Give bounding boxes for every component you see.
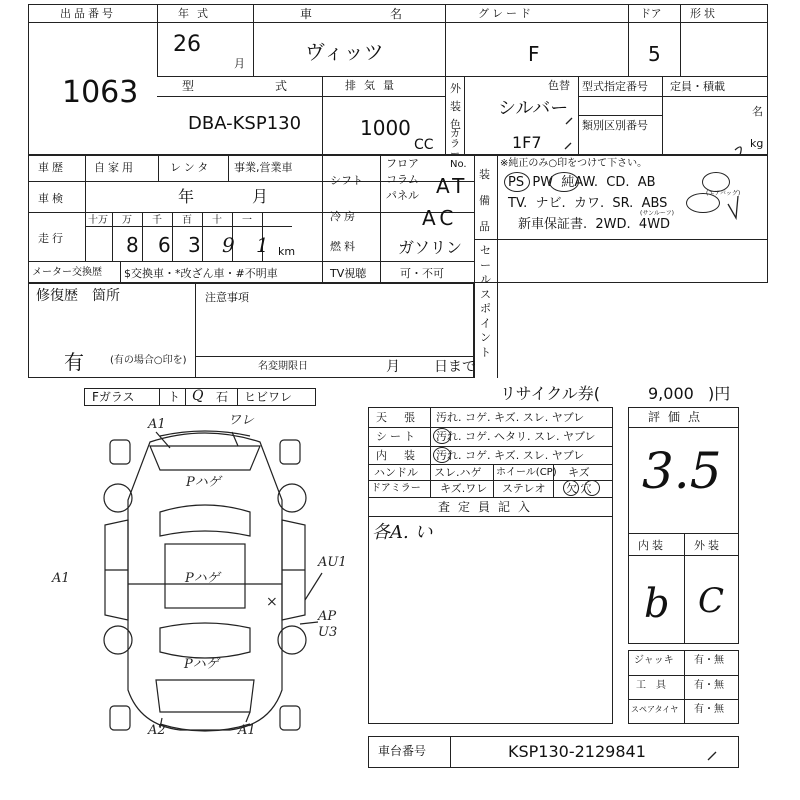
glass-fracture: ヒビワレ	[244, 390, 293, 404]
glass-front: Fガラス	[92, 390, 135, 404]
year-label: 年式	[178, 7, 216, 20]
color-no: 1F7	[512, 133, 542, 152]
ac-label: 冷房	[330, 210, 358, 223]
svg-text:×: ×	[266, 594, 278, 610]
score-exterior-label: 外装	[694, 539, 722, 552]
car-name-label: 車	[300, 7, 313, 21]
recycle-label: リサイクル券(	[500, 384, 601, 403]
expiry-day: 日まで	[434, 359, 476, 375]
jack-value: 有・無	[694, 655, 724, 666]
interior-value: 汚れ. コゲ. キズ. スレ. ヤブレ	[436, 449, 585, 462]
spare-label: スペアタイヤ	[631, 705, 679, 714]
category-label: 類別区別番号	[582, 119, 648, 132]
color-change-label: 色替	[548, 79, 570, 92]
shift-panel: パネル	[386, 189, 419, 202]
score-interior-label: 内装	[638, 539, 666, 552]
mark-a2: A2	[148, 723, 166, 738]
tools-value: 有・無	[694, 680, 724, 691]
mileage-digit: 3	[188, 233, 201, 257]
mileage-digit: 8	[126, 233, 139, 257]
mileage-unit: km	[278, 245, 296, 258]
capacity-unit-kg: kg	[750, 137, 764, 150]
inspector-handwritten: 各A. い	[372, 522, 433, 543]
wheel-label: ホイール(CP)	[496, 467, 557, 478]
displacement-value: 1000	[360, 116, 411, 140]
shape-label: 形状	[690, 7, 718, 20]
meter-options: $交換車・*改ざん車・#不明車	[124, 267, 278, 280]
history-rental: レンタ	[170, 161, 212, 174]
car-name: ヴィッツ	[305, 40, 384, 64]
mark-ap: AP	[318, 609, 337, 624]
equipment-row-1: PS PW 純AW. CD. AB	[508, 175, 656, 190]
capacity-unit-persons: 名	[752, 105, 763, 118]
glass-crack: ト	[168, 390, 181, 404]
shift-value: AT	[436, 174, 469, 198]
doors-label: ドア	[640, 7, 662, 20]
inspector-label: 査定員記入	[438, 500, 539, 514]
shift-floor: フロア	[386, 157, 419, 170]
mileage-label: 走行	[38, 232, 66, 245]
grade-label: グレード	[478, 7, 534, 20]
mark-paint-roof: Pハゲ	[185, 571, 220, 586]
chassis-value: KSP130-2129841	[508, 742, 646, 761]
month-unit: 月	[234, 57, 245, 70]
repair-label: 修復歴 箇所	[36, 288, 120, 304]
inspection-month: 月	[252, 187, 269, 206]
glass-mark: Q	[192, 388, 204, 404]
expiry-month: 月	[386, 359, 400, 375]
shift-label: シフト	[330, 174, 363, 187]
displacement-unit: CC	[414, 137, 434, 153]
history-private: 自家用	[94, 161, 136, 174]
recycle-unit: )円	[708, 384, 731, 403]
glass-stone: 石	[216, 390, 229, 404]
mileage-digit: 9	[222, 233, 235, 257]
mirror-label: ドアミラー	[371, 483, 421, 494]
pw-circle	[549, 172, 579, 192]
seat-value: 汚れ. コゲ. ヘタリ. スレ. ヤブレ	[436, 430, 596, 443]
score-exterior-grade: C	[698, 581, 725, 621]
exterior-label: 外装色	[450, 82, 461, 131]
displacement-label: 排気量	[345, 79, 402, 92]
equipment-row-3: 新車保証書. 2WD. 4WD	[518, 217, 671, 232]
ab-circle	[702, 172, 730, 192]
mark-u3: U3	[318, 625, 338, 640]
history-business: 事業,営業車	[234, 161, 293, 174]
fuel-value: ガソリン	[398, 238, 463, 257]
notes-label: 注意事項	[205, 291, 249, 304]
mileage-digit: 6	[158, 233, 171, 257]
inspection-label: 車検	[38, 192, 66, 205]
recycle-amount: 9,000	[648, 384, 694, 403]
mark-crack: ワレ	[228, 413, 255, 428]
expiry-label: 名変期限日	[258, 361, 308, 372]
lot-label: 出品番号	[60, 7, 116, 20]
mark-paint-rear: Pハゲ	[184, 657, 219, 672]
wheel-value: キズ	[568, 466, 590, 479]
ceiling-label: 天 張	[376, 411, 418, 424]
meter-label: メーター交換歴	[32, 267, 102, 278]
mark-a1-side: A1	[52, 571, 70, 586]
mark-a1-rear: A1	[238, 723, 256, 738]
doors-value: 5	[648, 42, 661, 66]
repair-value: 有	[64, 350, 84, 374]
equipment-row-2: TV. ナビ. カワ. SR. ABS	[508, 196, 668, 211]
tv-label: TV視聴	[330, 267, 367, 280]
mark-a1-front: A1	[148, 417, 166, 432]
tv-options: 可・不可	[400, 267, 444, 280]
chassis-label: 車台番号	[378, 744, 427, 758]
score-value: 3.5	[642, 442, 722, 500]
fuel-label: 燃料	[330, 240, 358, 253]
equipment-note: ※純正のみ○印をつけて下さい。	[500, 158, 648, 169]
capacity-label: 定員・積載	[670, 80, 725, 93]
mark-paint-hood: Pハゲ	[186, 475, 221, 490]
ceiling-value: 汚れ. コゲ. キズ. スレ. ヤブレ	[436, 411, 585, 424]
model-label: 型	[182, 79, 195, 93]
model-designation-label: 型式指定番号	[582, 80, 648, 93]
shift-column: コラム	[386, 173, 419, 186]
inspection-year: 年	[178, 187, 195, 206]
handle-value: スレ.ハゲ	[434, 466, 482, 479]
handle-label: ハンドル	[374, 466, 418, 479]
tools-label: 工 具	[636, 680, 666, 691]
seat-label: シート	[376, 430, 418, 443]
jack-label: ジャッキ	[634, 655, 674, 666]
ac-value: AC	[422, 206, 458, 230]
year-value: 26	[173, 32, 201, 57]
mark-au1: AU1	[318, 555, 347, 570]
model-value: DBA-KSP130	[188, 113, 302, 134]
equipment-label: 装備品	[479, 168, 490, 233]
color-value: シルバー	[498, 98, 569, 119]
sales-point-label: セールスポイント	[480, 244, 491, 359]
score-interior-grade: b	[644, 581, 670, 627]
ps-circle	[504, 172, 530, 192]
grade-value: F	[528, 42, 540, 66]
score-label: 評価点	[648, 410, 709, 424]
mirror-value: キズ.ワレ	[440, 482, 488, 495]
abs-circle	[686, 193, 720, 213]
mileage-digit: 1	[256, 233, 269, 257]
stereo-label: ステレオ	[502, 482, 546, 495]
history-label: 車歴	[38, 161, 66, 174]
stereo-options: 欠 穴	[566, 482, 592, 495]
interior-label: 内 装	[376, 449, 418, 462]
spare-value: 有・無	[694, 704, 724, 715]
lot-number: 1063	[62, 75, 139, 110]
color-no-label: カラーNo.	[450, 129, 467, 170]
repair-note: (有の場合○印を)	[110, 355, 187, 366]
